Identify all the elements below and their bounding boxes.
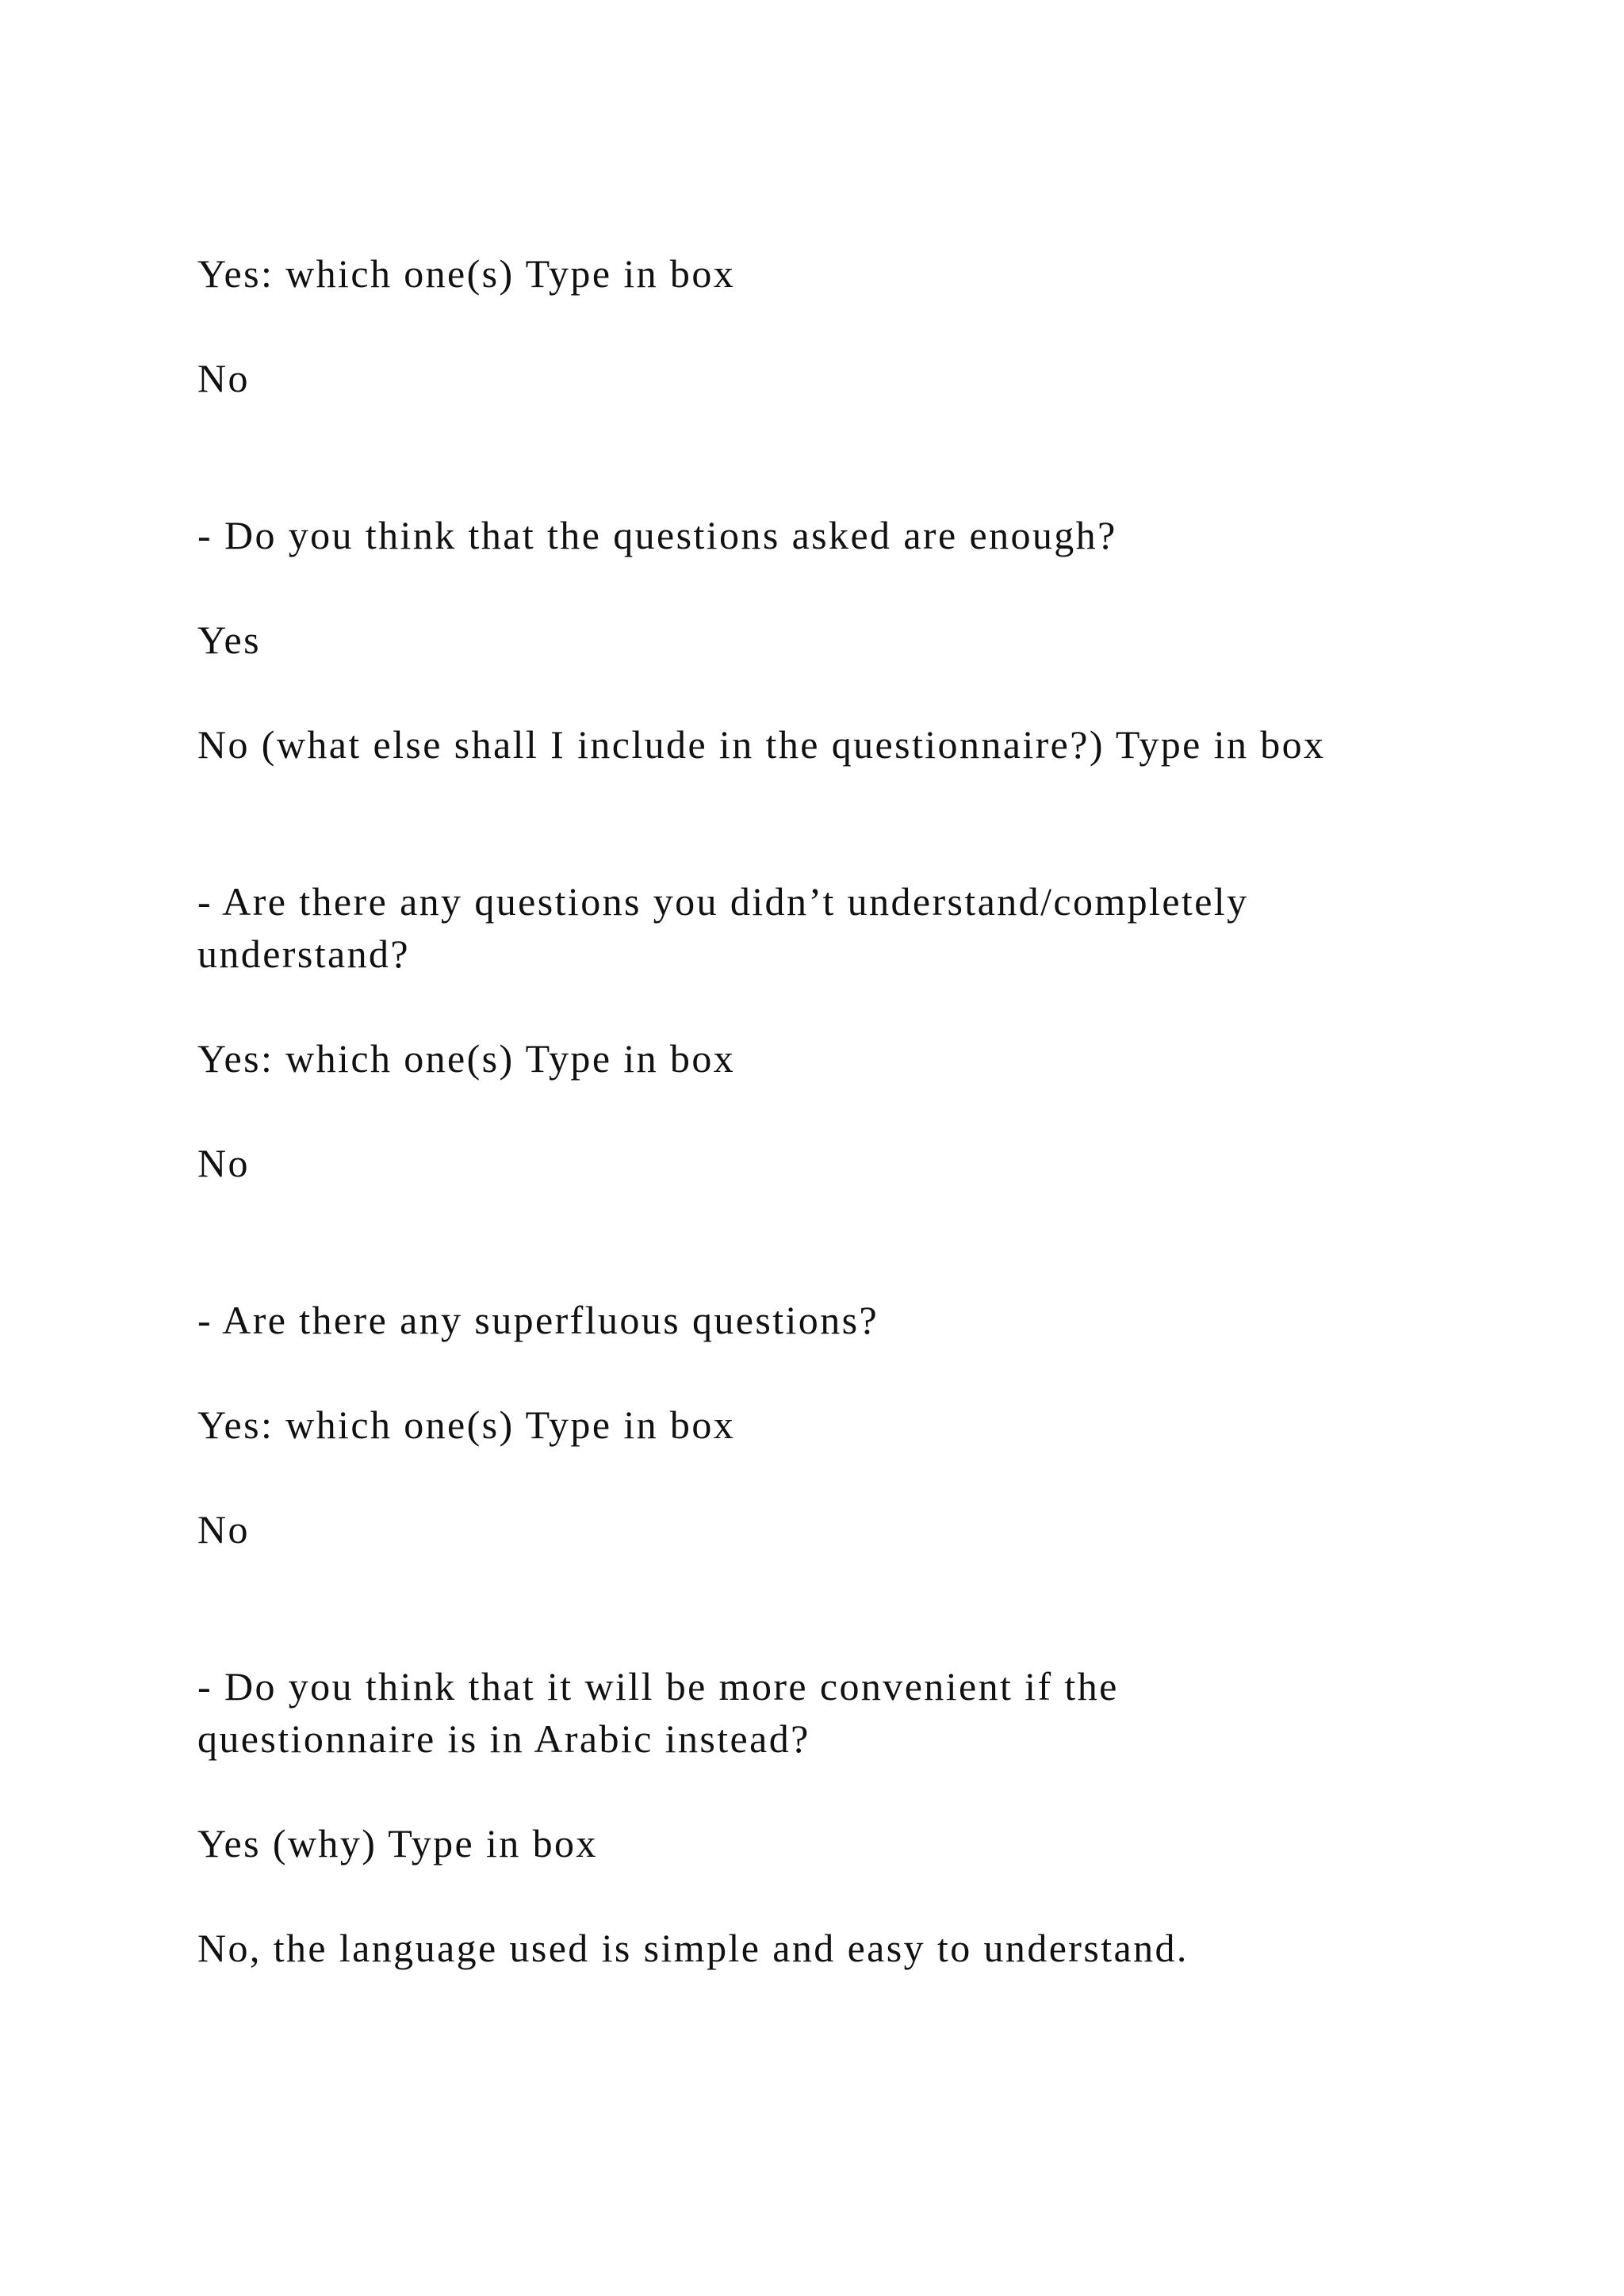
question-understand-line-2: understand? [197,932,410,976]
answer-no-what-else: No (what else shall I include in the questionnaire?) Type in box [197,722,1326,767]
answer-no-1: No [197,356,250,400]
answer-no-language-simple: No, the language used is simple and easy to understand. [197,1926,1189,1970]
answer-no-4: No [197,1507,250,1552]
answer-yes-why: Yes (why) Type in box [197,1821,598,1866]
answer-yes-2: Yes [197,618,261,662]
question-enough: - Do you think that the questions asked are enough? [197,513,1117,557]
question-superfluous: - Are there any superfluous questions? [197,1298,879,1342]
answer-yes-which-ones-4: Yes: which one(s) Type in box [197,1402,736,1447]
question-understand-line-1: - Are there any questions you didn’t understand/completely [197,879,1249,924]
answer-no-3: No [197,1141,250,1185]
question-arabic-line-2: questionnaire is in Arabic instead? [197,1716,810,1761]
answer-yes-which-ones-1: Yes: which one(s) Type in box [197,251,736,296]
answer-yes-which-ones-3: Yes: which one(s) Type in box [197,1036,736,1081]
question-arabic-line-1: - Do you think that it will be more convenient if the [197,1664,1119,1709]
